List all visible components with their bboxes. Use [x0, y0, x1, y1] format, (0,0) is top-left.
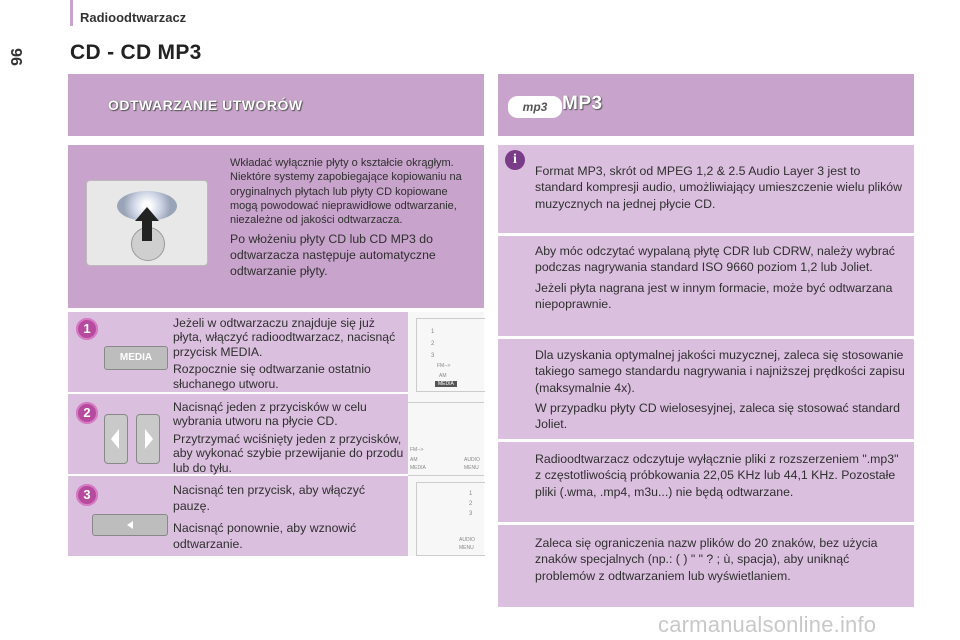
step-1-text: [173, 316, 405, 391]
fm-label: FM-->: [410, 447, 424, 453]
section-title: Radioodtwarzacz: [80, 10, 187, 25]
step-2-text: [173, 400, 405, 475]
fm-label: FM-->: [437, 363, 451, 369]
page-title: CD - CD MP3: [70, 41, 202, 64]
info-paragraph: W przypadku płyty CD wielosesyjnej, zaleca się stosować standard Joliet.: [535, 400, 900, 432]
preset-label: 1: [469, 491, 473, 497]
step-1-line: Rozpocznie się odtwarzanie ostatnio słuchanego utworu.: [173, 362, 371, 391]
radio-sketch: [416, 318, 485, 392]
media-button[interactable]: MEDIA: [104, 346, 168, 370]
audio-label: AUDIO: [464, 457, 480, 463]
chevron-left-icon: [105, 415, 127, 463]
info-icon: i: [505, 150, 525, 170]
info-paragraph: Format MP3, skrót od MPEG 1,2 & 2.5 Audio Layer 3 jest to standard kompresji audio, umożliwiający umieszczenie wielu plików muzycznych na jednej płycie CD.: [535, 164, 903, 211]
prev-track-button[interactable]: [104, 414, 128, 464]
info-text-2: [535, 243, 905, 316]
next-track-button[interactable]: [136, 414, 160, 464]
info-paragraph: Zaleca się ograniczenia nazw plików do 20 znaków, bez użycia znaków specjalnych (np.: ( ) " " ? ; ù, spacja), aby uniknąć problemów z odtwarzaniem lub wyświetlaniem.: [535, 536, 878, 583]
info-paragraph: Aby móc odczytać wypalaną płytę CDR lub CDRW, należy wybrać podczas nagrywania standard ISO 9660 poziom 1,2 lub Joliet.: [535, 244, 895, 275]
radio-illustration: [86, 180, 208, 266]
step-2-badge: 2: [76, 402, 98, 424]
section-marker: [70, 0, 73, 26]
media-label: MEDIA: [435, 381, 457, 387]
radio-sketch: [416, 482, 485, 556]
preset-label: 3: [469, 511, 473, 517]
info-paragraph: Dla uzyskania optymalnej jakości muzycznej, zaleca się stosowanie takiego samego standardu nagrywania i najniższej prędkości zapisu (maksymalnie 4x).: [535, 348, 905, 395]
preset-label: 3: [431, 353, 435, 359]
media-label: MEDIA: [410, 465, 426, 471]
chevron-right-icon: [137, 415, 159, 463]
step-1-line: Jeżeli w odtwarzaczu znajduje się już płyta, włączyć radioodtwarzacz, nacisnąć przycisk MEDIA.: [173, 316, 396, 359]
am-label: AM: [439, 373, 447, 379]
watermark: carmanualsonline.info: [658, 612, 877, 637]
pause-button[interactable]: [92, 514, 168, 536]
preset-label: 1: [431, 329, 435, 335]
info-paragraph: Radioodtwarzacz odczytuje wyłącznie pliki z rozszerzeniem ".mp3" z częstotliwością próbkowania 22,05 KHz lub 44,1 KHz. Pozostałe pliki (.wma, .mp4, m3u...) nie będą odtwarzane.: [535, 452, 899, 499]
page-number: 96: [7, 48, 24, 66]
mp3-logo: [508, 96, 562, 118]
intro-paragraph: Po włożeniu płyty CD lub CD MP3 do odtwarzacza następuje automatyczne odtwarzanie płyty.: [230, 232, 436, 279]
right-heading: MP3: [562, 93, 603, 114]
step-3-text: [173, 482, 405, 552]
info-text-4: [535, 451, 905, 504]
step-3-line: Nacisnąć ten przycisk, aby włączyć pauzę.: [173, 483, 366, 514]
info-text-3: [535, 347, 905, 436]
menu-label: MENU: [459, 545, 474, 551]
step-3-line: Nacisnąć ponownie, aby wznowić odtwarzanie.: [173, 520, 357, 551]
step-3-badge: 3: [76, 484, 98, 506]
info-paragraph: Jeżeli płyta nagrana jest w innym formacie, może być odtwarzana niepoprawnie.: [535, 280, 893, 311]
left-heading: ODTWARZANIE UTWORÓW: [108, 97, 303, 113]
intro-paragraph: Wkładać wyłącznie płyty o kształcie okrągłym. Niektóre systemy zapobiegające kopiowaniu na oryginalnych płytach lub płyty CD kopiowane mogą powodować nieprawidłowe odtwarzanie, niezależne od jakości odtwarzacza.: [230, 157, 462, 227]
info-text-5: [535, 535, 905, 588]
mp3-logo-text: mp3: [522, 100, 548, 114]
radio-sketch: [408, 402, 484, 476]
step-1-badge: 1: [76, 318, 98, 340]
pause-icon: [93, 515, 167, 535]
audio-label: AUDIO: [459, 537, 475, 543]
radio-sketch-column: [408, 312, 484, 556]
step-2-line: Przytrzymać wciśnięty jeden z przycisków, aby wykonać szybie przewijanie do przodu lub do tyłu.: [173, 431, 404, 475]
menu-label: MENU: [464, 465, 479, 471]
intro-text: [230, 156, 470, 283]
info-text-1: [535, 163, 905, 216]
preset-label: 2: [431, 341, 435, 347]
am-label: AM: [410, 457, 418, 463]
step-2-line: Nacisnąć jeden z przycisków w celu wybrania utworu na płycie CD.: [173, 400, 367, 429]
preset-label: 2: [469, 501, 473, 507]
insert-arrow-icon: [135, 207, 159, 241]
